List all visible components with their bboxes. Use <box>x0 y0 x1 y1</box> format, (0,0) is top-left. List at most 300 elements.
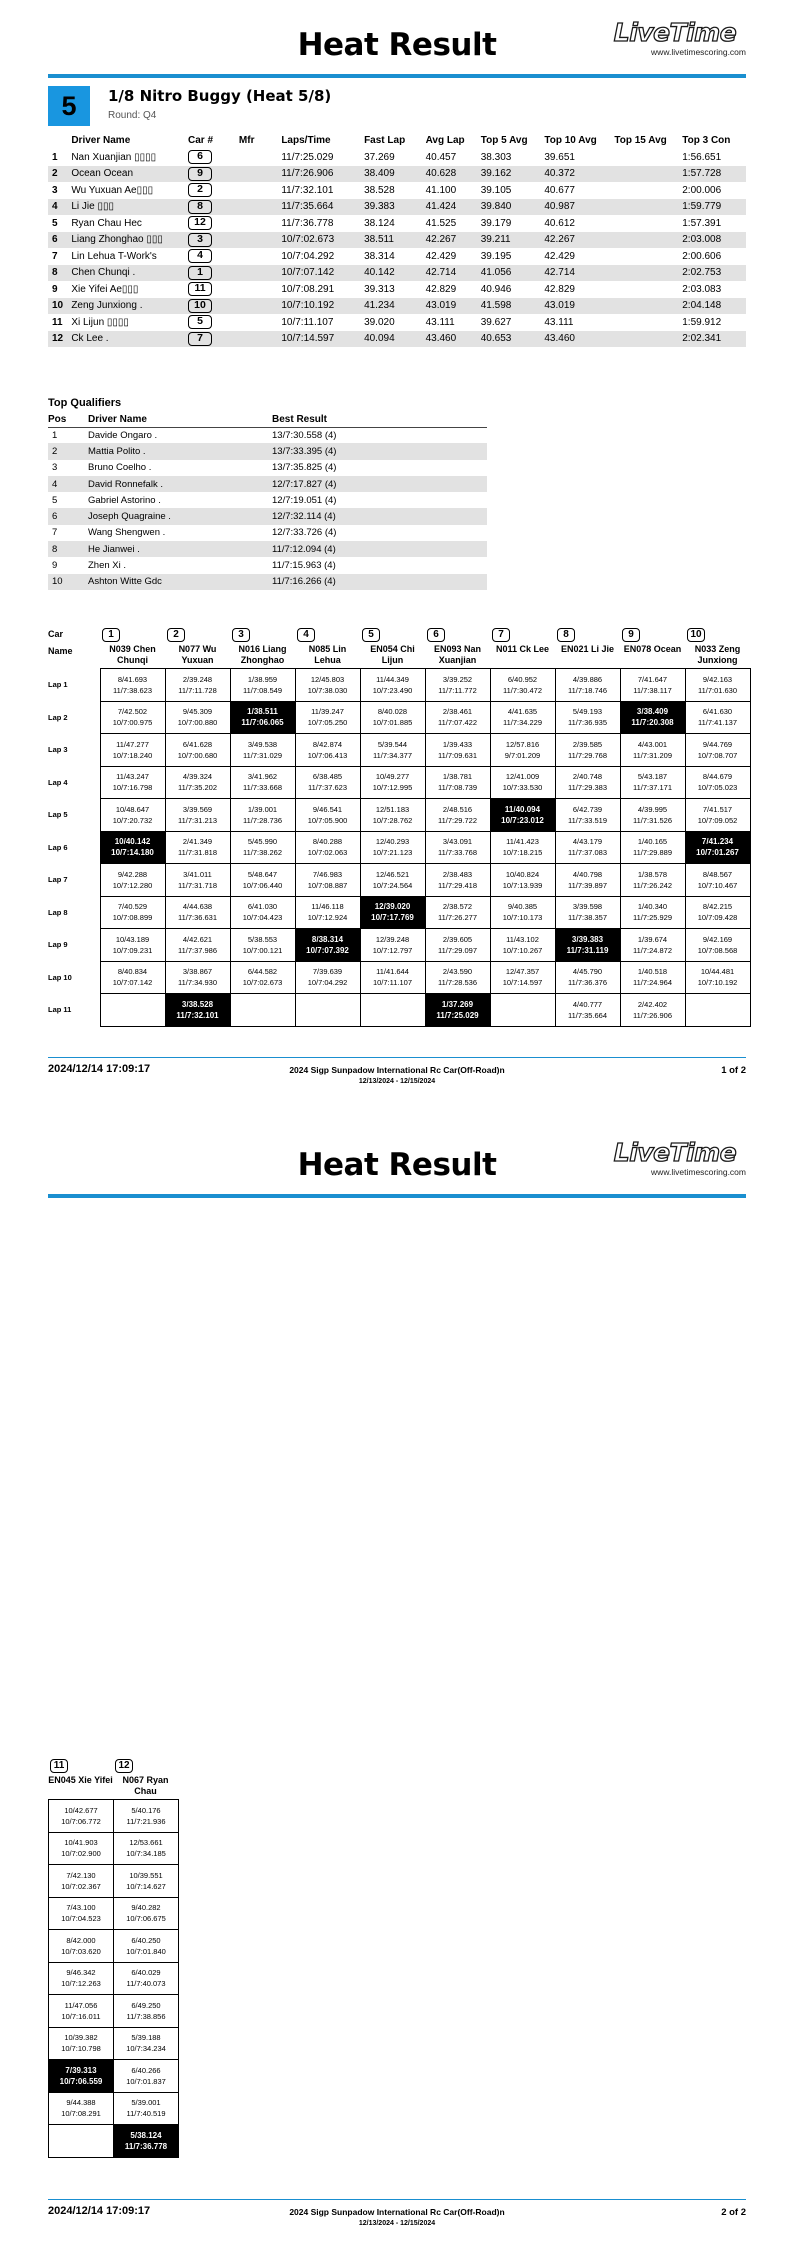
top-qualifiers-cell-driver: He Jianwei . <box>88 541 272 557</box>
lap-time: 1/39.001 <box>247 804 278 814</box>
lap-time: 3/43.091 <box>442 837 473 847</box>
lap-total: 10/7:06.413 <box>307 750 348 760</box>
lap-time: 12/41.009 <box>505 772 540 782</box>
lap-time: 9/42.163 <box>702 674 733 684</box>
lap-total: 10/7:00.121 <box>242 945 283 955</box>
results-cell-top15 <box>614 331 682 348</box>
results-cell-laps: 10/7:10.192 <box>281 298 364 315</box>
lap-time: 3/49.538 <box>247 739 278 749</box>
lap-time: 7/46.983 <box>312 869 343 879</box>
lap-time: 4/44.638 <box>182 902 213 912</box>
lap-time: 2/38.483 <box>442 869 473 879</box>
results-cell-top10: 42.714 <box>544 265 614 282</box>
lap-time-cell <box>49 1832 114 1865</box>
lap-total: 10/7:24.564 <box>372 880 413 890</box>
lap-total: 11/7:08.739 <box>437 783 478 793</box>
lap-column-header <box>295 628 360 666</box>
empty-lap-cell <box>685 994 750 1027</box>
lap-total: 10/7:08.568 <box>697 945 738 955</box>
lap-time-cell <box>114 1865 179 1898</box>
lap-column-header <box>48 1759 113 1797</box>
lap-total: 10/7:33.530 <box>502 783 543 793</box>
results-column-header: Mfr <box>238 135 255 146</box>
lap-time: 2/48.516 <box>442 804 473 814</box>
results-row <box>48 281 746 298</box>
lap-time: 5/48.647 <box>247 869 278 879</box>
lap-time-cell <box>555 831 620 864</box>
lap-time: 12/40.293 <box>375 837 410 847</box>
footer-event-dates: 12/13/2024 - 12/15/2024 <box>358 2220 436 2227</box>
lap-label: Lap 7 <box>48 875 68 885</box>
results-cell-top3: 2:03.083 <box>682 283 722 295</box>
top-qualifiers-cell-pos: 4 <box>48 476 88 492</box>
results-cell-top3: 2:02.753 <box>682 265 746 282</box>
lap-time: 4/40.777 <box>572 999 603 1009</box>
top-qualifiers-cell-pos: 1 <box>52 429 58 441</box>
lap-total: 11/7:09.631 <box>437 750 478 760</box>
top-qualifiers-cell-pos: 9 <box>52 560 58 572</box>
lap-total: 10/7:01.837 <box>126 2076 166 2086</box>
lap-total: 11/7:31.029 <box>242 750 283 760</box>
lap-time: 6/38.485 <box>312 772 343 782</box>
lap-time-cell <box>360 961 425 994</box>
lap-time: 10/49.277 <box>375 772 410 782</box>
lap-time-cell <box>165 929 230 962</box>
lap-time: 6/41.628 <box>182 739 213 749</box>
lap-total: 11/7:31.209 <box>632 750 673 760</box>
car-number-badge: 1 <box>102 628 120 642</box>
lap-time-cell <box>490 669 555 702</box>
livetime-logo <box>604 1140 746 1180</box>
lap-total: 11/7:01.630 <box>697 685 738 695</box>
lap-total: 10/7:05.900 <box>307 815 348 825</box>
top-qualifiers-cell-pos: 2 <box>48 443 88 459</box>
results-cell-pos: 11 <box>52 316 63 328</box>
results-cell-mfr <box>239 314 281 331</box>
lap-time-cell <box>165 831 230 864</box>
lap-time: 1/40.165 <box>637 837 668 847</box>
lap-times-grid-page1 <box>48 628 751 1027</box>
lap-time: 5/38.553 <box>247 934 278 944</box>
lap-total: 10/7:12.924 <box>307 913 348 923</box>
lap-total: 11/7:20.308 <box>631 718 674 728</box>
results-cell-fast: 38.314 <box>364 250 395 262</box>
lap-total: 11/7:07.422 <box>437 718 478 728</box>
lap-time-cell <box>114 2060 179 2093</box>
top-qualifiers-column-header: Best Result <box>272 412 487 427</box>
results-cell-top15 <box>614 298 682 315</box>
lap-time: 8/42.874 <box>312 739 343 749</box>
lap-time: 7/39.313 <box>65 2065 97 2075</box>
results-cell-car <box>188 215 239 232</box>
car-driver-name: EN045 Xie Yifei <box>48 1775 113 1785</box>
lap-total: 10/7:02.367 <box>61 1881 101 1891</box>
lap-total: 10/7:11.107 <box>372 978 413 988</box>
lap-total: 10/7:08.707 <box>697 750 738 760</box>
results-cell-car <box>188 314 239 331</box>
lap-time-cell <box>114 1800 179 1833</box>
lap-time: 6/41.630 <box>702 707 733 717</box>
lap-time: 3/41.011 <box>183 869 212 879</box>
lap-total: 10/7:06.559 <box>59 2076 103 2086</box>
lap-time-cell <box>165 994 230 1027</box>
lap-total: 10/7:18.215 <box>502 848 543 858</box>
top-qualifiers-cell-best: 12/7:17.827 (4) <box>272 476 487 492</box>
results-cell-driver: Zeng Junxiong . <box>71 298 188 315</box>
car-label: Car <box>48 629 64 639</box>
lap-time-cell <box>114 1962 179 1995</box>
lap-time: 7/40.529 <box>117 902 148 912</box>
results-cell-car <box>188 199 239 216</box>
lap-time-cell <box>555 669 620 702</box>
lap-time: 3/39.569 <box>182 804 213 814</box>
lap-total: 10/7:21.123 <box>372 848 413 858</box>
lap-time-cell <box>49 1897 114 1930</box>
lap-row <box>49 1832 179 1865</box>
lap-time: 1/38.511 <box>247 707 278 717</box>
lap-total: 11/7:29.383 <box>567 783 608 793</box>
lap-time: 7/41.517 <box>702 804 733 814</box>
lap-time: 6/40.250 <box>131 1935 161 1945</box>
car-driver-name: N016 Liang Zhonghao <box>238 644 287 665</box>
lap-time-cell <box>165 864 230 897</box>
results-cell-mfr <box>239 199 281 216</box>
lap-row <box>49 1897 179 1930</box>
lap-time-cell <box>295 766 360 799</box>
top-qualifiers-row <box>48 427 487 443</box>
car-number-badge: 9 <box>188 167 212 181</box>
car-number-badge: 4 <box>297 628 315 642</box>
results-cell-fast: 39.313 <box>364 283 395 295</box>
lap-time-cell <box>620 831 685 864</box>
results-cell-fast: 38.528 <box>364 184 395 196</box>
results-cell-pos: 12 <box>48 331 71 348</box>
results-cell-top10: 39.651 <box>544 151 575 163</box>
results-cell-fast: 41.234 <box>364 298 426 315</box>
top-qualifiers-row <box>48 492 487 508</box>
lap-time-cell <box>165 961 230 994</box>
results-cell-fast: 40.142 <box>364 265 426 282</box>
lap-time: 11/47.056 <box>64 2000 98 2010</box>
lap-total: 11/7:33.668 <box>242 783 283 793</box>
lap-time: 6/41.030 <box>247 902 278 912</box>
lap-time-cell <box>555 799 620 832</box>
results-cell-top3: 2:04.148 <box>682 298 746 315</box>
empty-lap-cell <box>490 994 555 1027</box>
lap-row <box>48 669 750 702</box>
lap-total: 11/7:29.768 <box>567 750 608 760</box>
logo-mark: LiveTime <box>613 1138 737 1167</box>
lap-time-cell <box>360 701 425 734</box>
lap-row <box>49 1962 179 1995</box>
results-cell-pos: 7 <box>52 250 58 262</box>
lap-total: 10/7:13.939 <box>502 880 543 890</box>
lap-time: 4/43.001 <box>637 739 668 749</box>
lap-time: 10/40.824 <box>505 869 540 879</box>
lap-total: 10/7:34.234 <box>126 2044 166 2054</box>
lap-total: 11/7:08.549 <box>242 685 283 695</box>
lap-time: 11/43.102 <box>506 934 539 944</box>
top-qualifiers-column-header: Driver Name <box>88 412 272 427</box>
lap-time-cell <box>230 701 295 734</box>
lap-time: 9/40.385 <box>507 902 538 912</box>
lap-total: 10/7:10.467 <box>697 880 738 890</box>
results-cell-top15 <box>614 314 682 331</box>
top-qualifiers-cell-driver: Gabriel Astorino . <box>88 494 161 506</box>
results-column-header: Avg Lap <box>425 135 465 146</box>
results-cell-mfr <box>239 149 281 166</box>
results-cell-top15 <box>614 182 682 199</box>
logo-url: www.livetimescoring.com <box>651 47 746 57</box>
lap-total: 11/7:28.736 <box>242 815 283 825</box>
lap-time-cell <box>425 701 490 734</box>
results-cell-top5: 40.653 <box>481 331 545 348</box>
race-round: Round: Q4 <box>108 110 157 121</box>
lap-time-cell <box>230 961 295 994</box>
top-qualifiers-row <box>48 557 487 573</box>
lap-time-cell <box>230 864 295 897</box>
results-cell-top15 <box>614 248 682 265</box>
lap-row <box>48 896 750 929</box>
page-title: Heat Result <box>297 27 497 63</box>
lap-time-cell <box>360 896 425 929</box>
lap-time: 12/53.661 <box>129 1838 163 1848</box>
lap-total: 10/7:00.680 <box>177 750 218 760</box>
car-number-badge: 3 <box>188 233 212 247</box>
lap-time: 2/42.402 <box>637 999 668 1009</box>
results-row <box>48 215 746 232</box>
lap-time-cell <box>685 701 750 734</box>
lap-time-cell <box>230 734 295 767</box>
lap-total: 10/7:14.597 <box>502 978 543 988</box>
lap-row <box>49 1865 179 1898</box>
lap-time: 3/38.409 <box>636 707 669 717</box>
lap-time: 12/51.183 <box>375 804 410 814</box>
lap-time: 1/40.518 <box>637 967 668 977</box>
lap-time: 1/38.578 <box>637 869 668 879</box>
lap-total: 10/7:06.772 <box>61 1816 101 1826</box>
lap-total: 10/7:10.192 <box>697 978 738 988</box>
lap-time: 5/43.187 <box>637 772 668 782</box>
lap-total: 11/7:24.964 <box>632 978 673 988</box>
lap-total: 10/7:05.023 <box>697 783 738 793</box>
lap-total: 10/7:14.180 <box>111 848 154 858</box>
car-driver-name: EN054 Chi Lijun <box>370 644 415 665</box>
lap-total: 11/7:26.906 <box>632 1010 673 1020</box>
lap-label: Lap 1 <box>48 680 68 690</box>
lap-time-cell <box>490 929 555 962</box>
results-cell-top10: 40.677 <box>544 184 575 196</box>
lap-time-cell <box>555 929 620 962</box>
lap-total: 11/7:35.664 <box>567 1010 608 1020</box>
results-cell-driver: Li Jie ▯▯▯ <box>71 199 188 216</box>
lap-time-cell <box>620 864 685 897</box>
results-cell-top15 <box>614 215 682 232</box>
results-cell-top5: 38.303 <box>480 151 512 163</box>
lap-total: 11/7:31.526 <box>632 815 673 825</box>
footer-page-number: 2 of 2 <box>721 2207 746 2218</box>
lap-time: 9/44.388 <box>66 2098 96 2108</box>
race-title: 1/8 Nitro Buggy (Heat 5/8) <box>108 87 332 105</box>
car-number-badge: 12 <box>188 216 212 230</box>
results-cell-pos: 2 <box>48 166 71 183</box>
lap-total: 10/7:10.798 <box>61 2044 101 2054</box>
results-cell-car <box>188 149 239 166</box>
footer-timestamp: 2024/12/14 17:09:17 <box>48 1063 151 1075</box>
lap-time-cell <box>100 961 165 994</box>
lap-time: 11/47.277 <box>116 739 149 749</box>
lap-time-cell <box>685 669 750 702</box>
lap-time: 8/42.215 <box>702 902 733 912</box>
results-cell-top5: 39.840 <box>481 199 545 216</box>
footer-event-name: 2024 Sigp Sunpadow International Rc Car(Off-Road)n <box>289 2207 505 2217</box>
lap-total: 10/7:04.523 <box>61 1914 101 1924</box>
lap-time: 6/49.250 <box>131 2000 161 2010</box>
lap-total: 10/7:16.798 <box>112 783 153 793</box>
lap-time: 3/39.598 <box>572 902 603 912</box>
lap-total: 11/7:38.262 <box>242 848 283 858</box>
car-number-badge: 7 <box>188 332 212 346</box>
lap-time: 6/42.739 <box>572 804 603 814</box>
lap-grid-car-header <box>48 628 751 666</box>
lap-time-cell <box>114 1930 179 1963</box>
lap-time-cell <box>555 766 620 799</box>
lap-time: 11/46.118 <box>311 902 344 912</box>
car-driver-name: EN093 Nan Xuanjian <box>433 644 482 665</box>
lap-column-header <box>113 1759 178 1797</box>
lap-time-cell <box>165 766 230 799</box>
lap-time-cell <box>49 1800 114 1833</box>
lap-row <box>49 2092 179 2125</box>
lap-time-cell <box>620 766 685 799</box>
results-cell-mfr <box>239 265 281 282</box>
lap-time-cell <box>100 864 165 897</box>
lap-total: 11/7:38.856 <box>126 2011 166 2021</box>
lap-column-header <box>620 628 685 666</box>
lap-total: 10/7:02.063 <box>307 848 348 858</box>
lap-time-cell <box>100 701 165 734</box>
results-cell-top15 <box>614 166 682 183</box>
lap-time-cell <box>295 734 360 767</box>
results-cell-avg: 42.714 <box>426 265 481 282</box>
lap-time: 10/44.481 <box>700 967 735 977</box>
results-cell-avg: 43.111 <box>425 316 455 328</box>
results-cell-laps: 10/7:02.673 <box>281 232 364 249</box>
lap-total: 10/7:01.267 <box>696 848 739 858</box>
lap-time-cell <box>685 961 750 994</box>
lap-time: 2/38.572 <box>442 902 473 912</box>
results-cell-laps: 11/7:25.029 <box>281 151 334 163</box>
lap-time-cell <box>620 961 685 994</box>
lap-time-cell <box>685 734 750 767</box>
results-row <box>48 199 746 216</box>
results-cell-top3: 2:03.008 <box>682 232 746 249</box>
empty-lap-cell <box>360 994 425 1027</box>
results-cell-fast: 40.094 <box>364 331 426 348</box>
lap-time: 4/39.886 <box>572 674 603 684</box>
lap-total: 11/7:37.083 <box>567 848 608 858</box>
footer-event-dates: 12/13/2024 - 12/15/2024 <box>358 1078 436 1085</box>
lap-time: 11/39.247 <box>311 707 344 717</box>
results-cell-avg: 43.460 <box>426 331 481 348</box>
results-row <box>48 265 746 282</box>
logo-url: www.livetimescoring.com <box>651 1167 746 1177</box>
lap-total: 10/7:28.762 <box>372 815 413 825</box>
lap-time: 9/40.282 <box>131 1903 161 1913</box>
lap-total: 10/7:04.292 <box>307 978 348 988</box>
top-qualifiers-cell-best: 11/7:15.963 (4) <box>272 560 336 572</box>
lap-time-cell <box>425 994 490 1027</box>
results-row <box>48 331 746 348</box>
lap-time-cell <box>100 669 165 702</box>
lap-total: 11/7:31.213 <box>177 815 218 825</box>
lap-row <box>49 1995 179 2028</box>
lap-time-cell <box>685 799 750 832</box>
top-qualifiers-row <box>48 476 487 492</box>
lap-total: 11/7:40.073 <box>126 1979 166 1989</box>
results-cell-laps: 11/7:35.664 <box>281 199 364 216</box>
lap-time-cell <box>620 701 685 734</box>
lap-time-cell <box>114 2125 179 2158</box>
lap-total: 11/7:36.935 <box>567 718 608 728</box>
results-cell-mfr <box>239 248 281 265</box>
lap-time: 6/40.029 <box>131 1968 161 1978</box>
results-cell-fast: 38.409 <box>364 166 426 183</box>
results-column-header: Car # <box>188 135 214 146</box>
car-driver-name: N039 Chen Chunqi <box>109 644 156 665</box>
top-qualifiers-cell-best: 11/7:16.266 (4) <box>272 574 487 590</box>
lap-time: 2/41.349 <box>182 837 213 847</box>
lap-time: 7/42.130 <box>66 1870 96 1880</box>
lap-row <box>48 994 750 1027</box>
lap-total: 10/7:06.675 <box>126 1914 166 1924</box>
top-qualifiers-cell-best: 13/7:35.825 (4) <box>272 462 337 474</box>
lap-total: 10/7:05.250 <box>307 718 348 728</box>
lap-time-cell <box>295 864 360 897</box>
footer-event-name: 2024 Sigp Sunpadow International Rc Car(Off-Road)n <box>289 1065 505 1075</box>
lap-time-cell <box>685 864 750 897</box>
car-number-badge: 10 <box>687 628 705 642</box>
lap-time-cell <box>230 929 295 962</box>
top-qualifiers-cell-best: 13/7:30.558 (4) <box>272 429 337 441</box>
results-cell-driver: Lin Lehua T-Work's <box>71 250 157 262</box>
lap-time: 7/39.639 <box>312 967 343 977</box>
results-cell-top15 <box>614 149 682 166</box>
top-qualifiers-cell-driver: David Ronnefalk . <box>88 476 272 492</box>
lap-label: Lap 4 <box>48 777 68 787</box>
lap-time: 9/45.309 <box>182 707 213 717</box>
car-number-badge: 1 <box>188 266 212 280</box>
page-title: Heat Result <box>297 1147 497 1183</box>
lap-time-cell <box>490 734 555 767</box>
lap-total: 10/7:08.887 <box>307 880 348 890</box>
lap-time: 3/41.962 <box>247 772 278 782</box>
results-column-header <box>48 132 71 149</box>
results-cell-top3: 2:00.006 <box>682 184 722 196</box>
lap-time: 8/48.567 <box>702 869 733 879</box>
top-qualifiers-row <box>48 508 487 524</box>
lap-label: Lap 3 <box>48 745 68 755</box>
car-driver-name: N085 Lin Lehua <box>308 644 347 665</box>
lap-row <box>48 734 750 767</box>
lap-total: 11/7:26.277 <box>437 913 478 923</box>
lap-time-cell <box>490 864 555 897</box>
lap-total: 11/7:34.377 <box>372 750 413 760</box>
lap-total: 11/7:29.889 <box>632 848 673 858</box>
lap-time: 4/41.635 <box>507 707 538 717</box>
lap-row <box>48 831 750 864</box>
results-cell-top5: 39.211 <box>481 232 545 249</box>
